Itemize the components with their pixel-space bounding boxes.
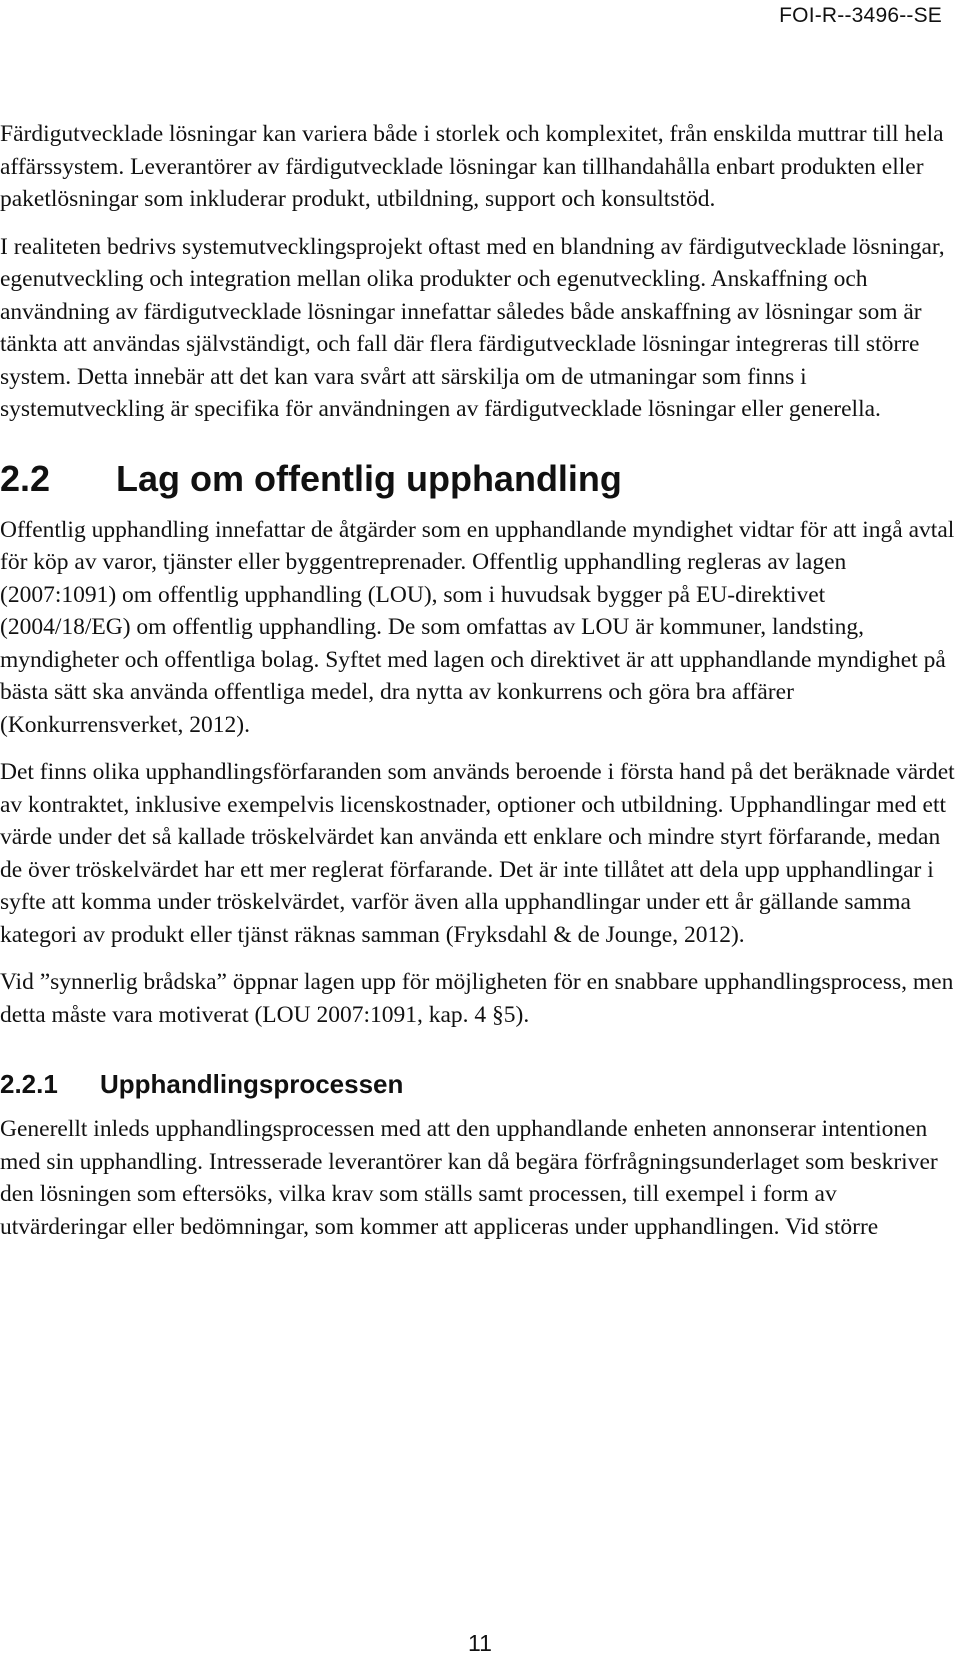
page-number: 11 — [468, 1630, 492, 1656]
page-content — [0, 118, 958, 1258]
section-heading — [0, 459, 958, 499]
paragraph: Vid ”synnerlig brådska” öppnar lagen upp för möjligheten för en snabbare upphandlingsprocess, men detta måste vara motiverat (LOU 2007:1091, kap. 4 §5). — [0, 969, 954, 1028]
paragraph: Det finns olika upphandlingsförfaranden som används beroende i första hand på det beräknade värdet av kontraktet, inklusive exempelvis licenskostnader, optioner och utbildning. Upphandlingar med ett värde under det så kallade tröskelvärdet kan använda ett enklare och mindre styrt förfarande, medan de över tröskelvärdet har ett mer reglerat förfarande. Det är inte tillåtet att dela upp upphandlingar i syfte att komma under tröskelvärdet, varför även alla upphandlingar under ett år gällande samma kategori av produkt eller tjänst räknas samman (Fryksdahl & de Jounge, 2012). — [0, 759, 955, 948]
paragraph: Färdigutvecklade lösningar kan variera både i storlek och komplexitet, från enskilda muttrar till hela affärssystem. Leverantörer av färdigutvecklade lösningar kan tillhandahålla enbart produkten eller paketlösningar som inkluderar produkt, utbildning, support och konsultstöd. — [0, 121, 944, 212]
paragraph: Offentlig upphandling innefattar de åtgärder som en upphandlande myndighet vidtar för att ingå avtal för köp av varor, tjänster eller byggentreprenader. Offentlig upphandling regleras av lagen (2007:1091) om offentlig upphandling (LOU), som i huvudsak bygger på EU-direktivet (2004/18/EG) om offentlig upphandling. De som omfattas av LOU är kommuner, landsting, myndigheter och offentliga bolag. Syftet med lagen och direktivet är att upphandlande myndighet på bästa sätt ska använda offentliga medel, dra nytta av konkurrens och göra bra affärer (Konkurrensverket, 2012). — [0, 516, 955, 738]
paragraph: I realiteten bedrivs systemutvecklingsprojekt oftast med en blandning av färdigutvecklade lösningar, egenutveckling och integration mellan olika produkter och egenutveckling. Anskaffning och användning av färdigutvecklade lösningar innefattar således både anskaffning av lösningar som är tänkta att användas självständigt, och fall där flera färdigutvecklade lösningar integreras till större system. Detta innebär att det kan vara svårt att särskilja om de utmaningar som finns i systemutveckling är specifika för användningen av färdigutvecklade lösningar eller generella. — [0, 233, 945, 422]
paragraph: Generellt inleds upphandlingsprocessen med att den upphandlande enheten annonserar intentionen med sin upphandling. Intresserade leverantörer kan då begära förfrågningsunderlaget som beskriver den lösningen som eftersöks, vilka krav som ställs samt processen, till exempel i form av utvärderingar eller bedömningar, som kommer att appliceras under upphandlingen. Vid större — [0, 1116, 938, 1240]
subsection-title: Upphandlingsprocessen — [100, 1069, 404, 1099]
subsection-heading — [0, 1068, 958, 1100]
section-title: Lag om offentlig upphandling — [116, 457, 622, 499]
subsection-number: 2.2.1 — [0, 1069, 58, 1099]
section-number: 2.2 — [0, 457, 51, 499]
report-id: FOI-R--3496--SE — [779, 4, 942, 27]
